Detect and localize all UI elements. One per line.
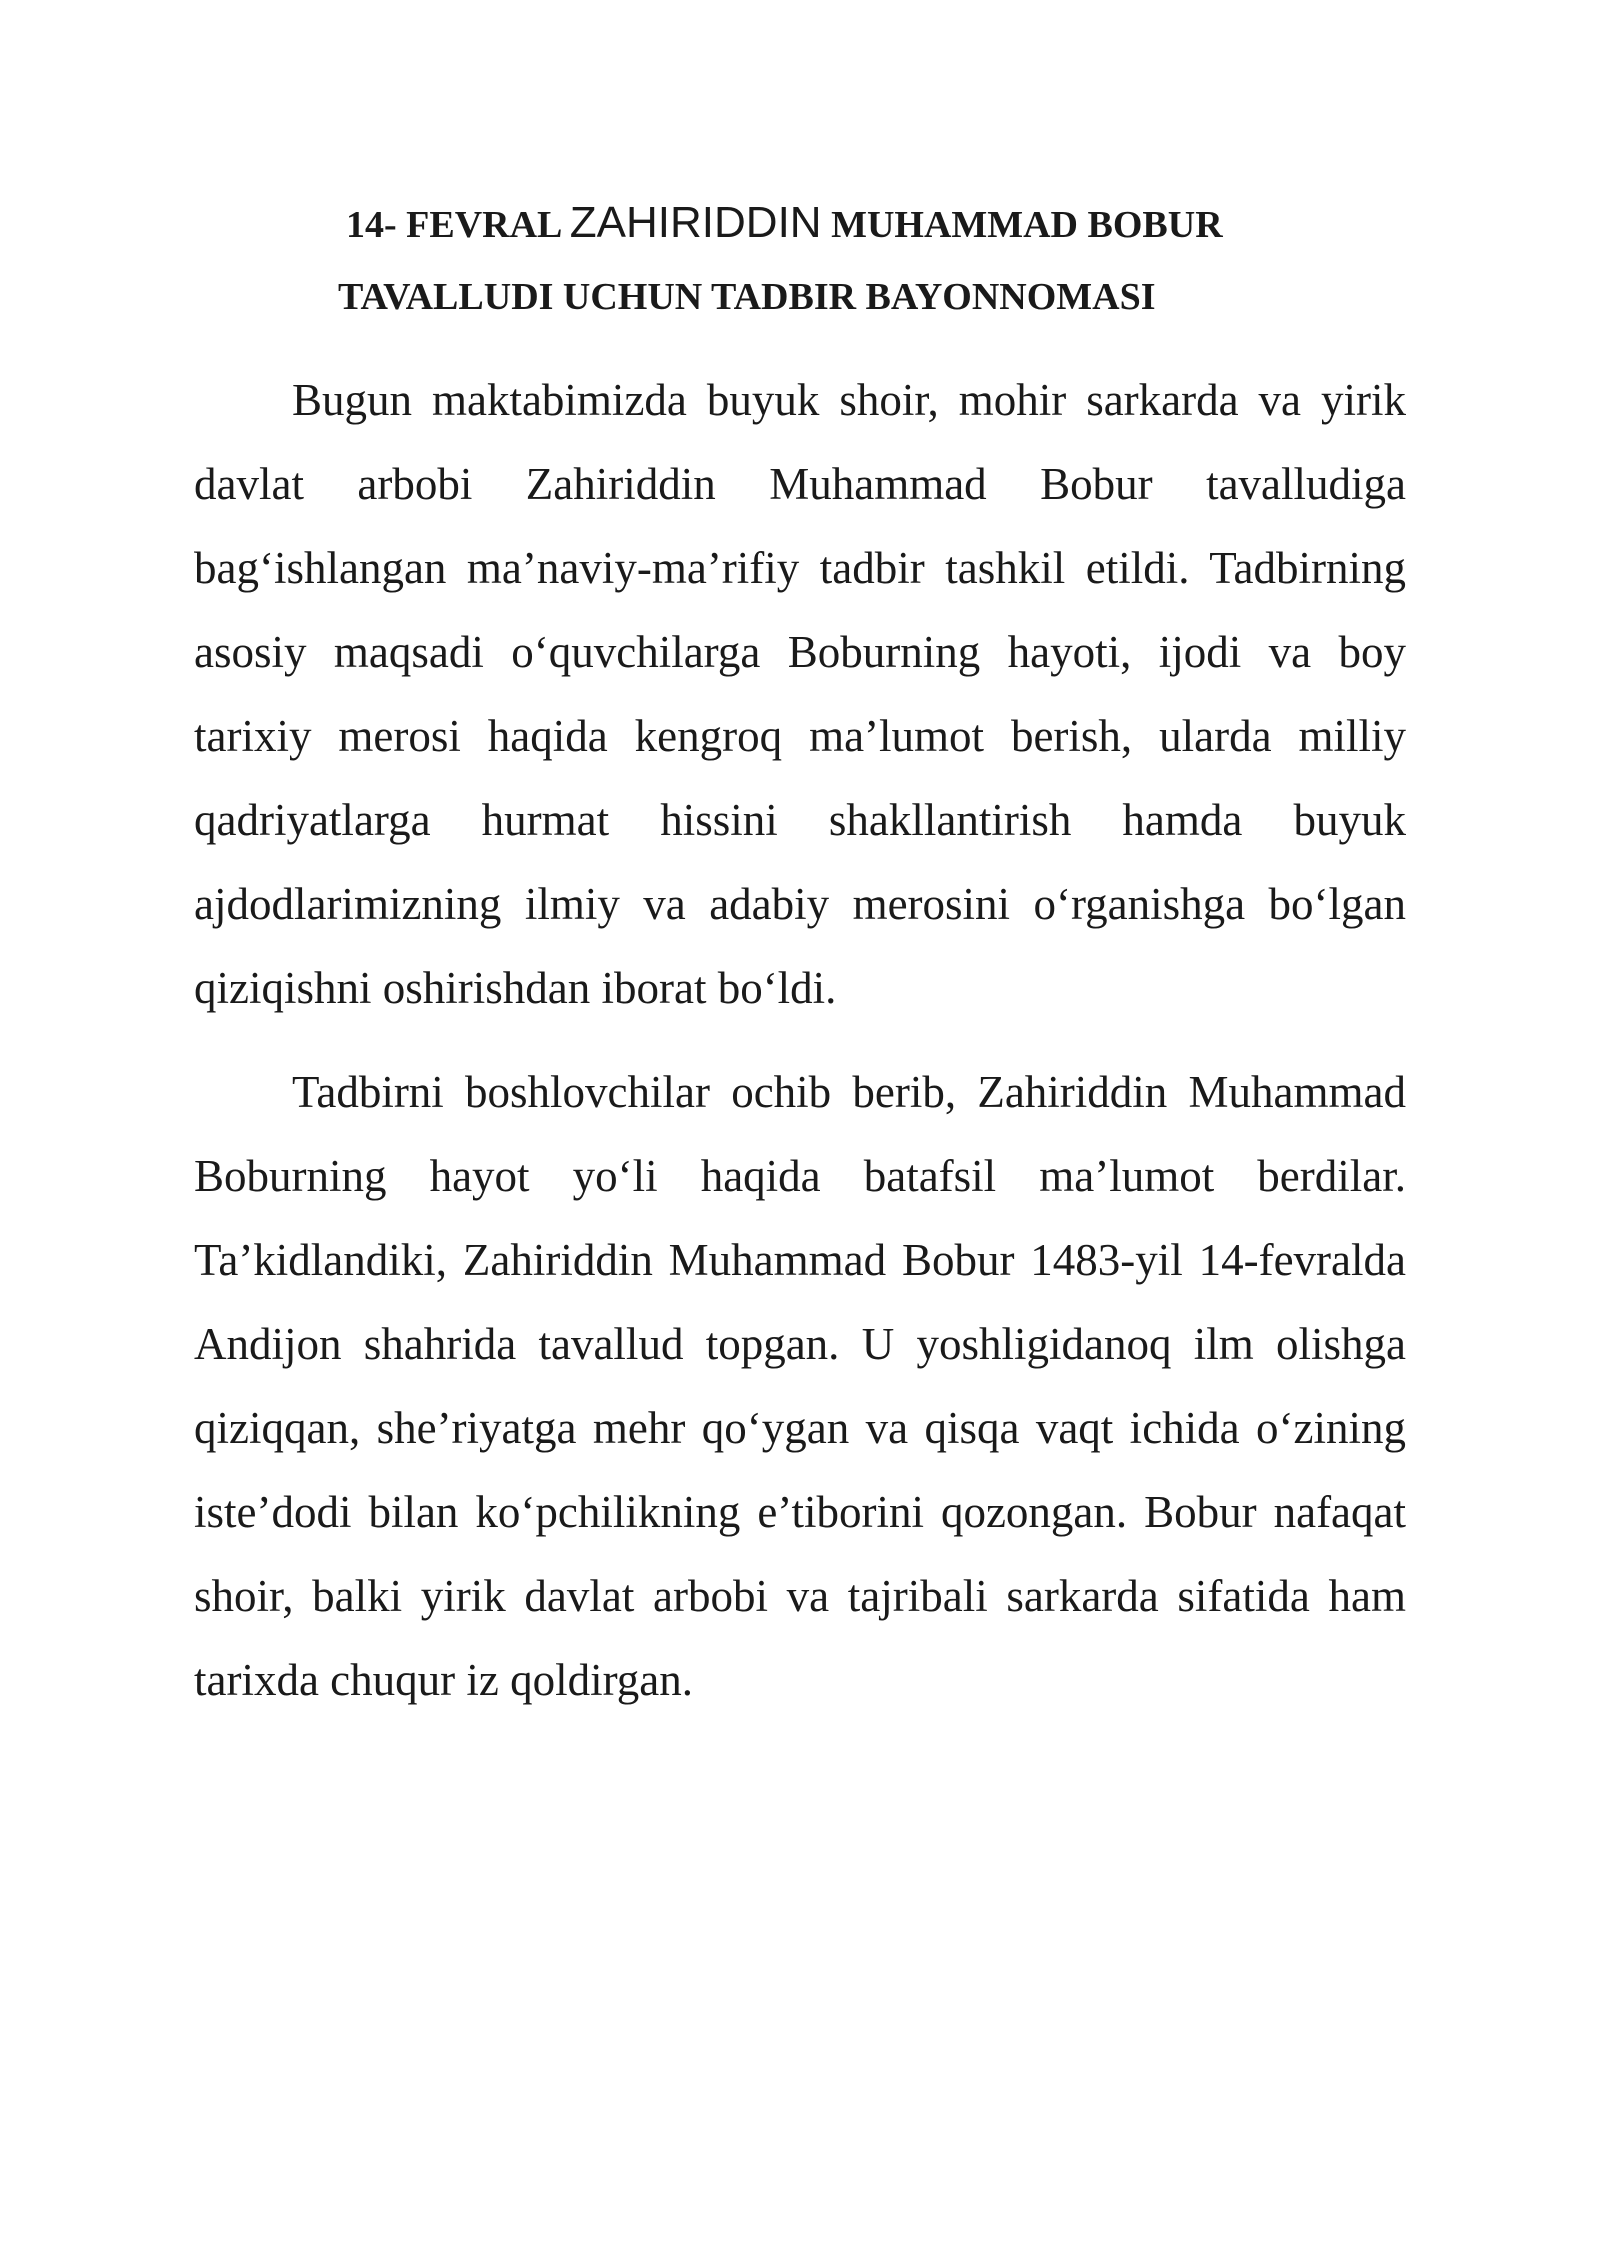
paragraph-1: Bugun maktabimizda buyuk shoir, mohir sarkarda va yirik davlat arbobi Zahiriddin Muhammad Bobur tavalludiga bag‘ishlangan ma’naviy-ma’rifiy tadbir tashkil etildi. Tadbirning asosiy maqsadi o‘quvchilarga Boburning hayoti, ijodi va boy tarixiy merosi haqida kengroq ma’lumot berish, ularda milliy qadriyatlarga hurmat hissini shakllantirish hamda buyuk ajdodlarimizning ilmiy va adabiy merosini o‘rganishga bo‘lgan qiziqishni oshirishdan iborat bo‘ldi. [194, 375, 1406, 1013]
title-name: ZAHIRIDDIN [569, 198, 822, 247]
paragraph-2: Tadbirni boshlovchilar ochib berib, Zahiriddin Muhammad Boburning hayot yo‘li haqida batafsil ma’lumot berdilar. Ta’kidlandiki, Zahiriddin Muhammad Bobur 1483-yil 14-fevralda Andijon shahrida tavallud topgan. U yoshligidanoq ilm olishga qiziqqan, she’riyatga mehr qo‘ygan va qisqa vaqt ichida o‘zining iste’dodi bilan ko‘pchilikning e’tiborini qozongan. Bobur nafaqat shoir, balki yirik davlat arbobi va tajribali sarkarda sifatida ham tarixda chuqur iz qoldirgan. [194, 1067, 1406, 1705]
title-prefix: 14- FEVRAL [346, 204, 570, 246]
title-line-1 [346, 198, 1223, 247]
title-line-2: TAVALLUDI UCHUN TADBIR BAYONNOMASI [338, 276, 1156, 318]
title-suffix: MUHAMMAD BOBUR [821, 204, 1223, 246]
